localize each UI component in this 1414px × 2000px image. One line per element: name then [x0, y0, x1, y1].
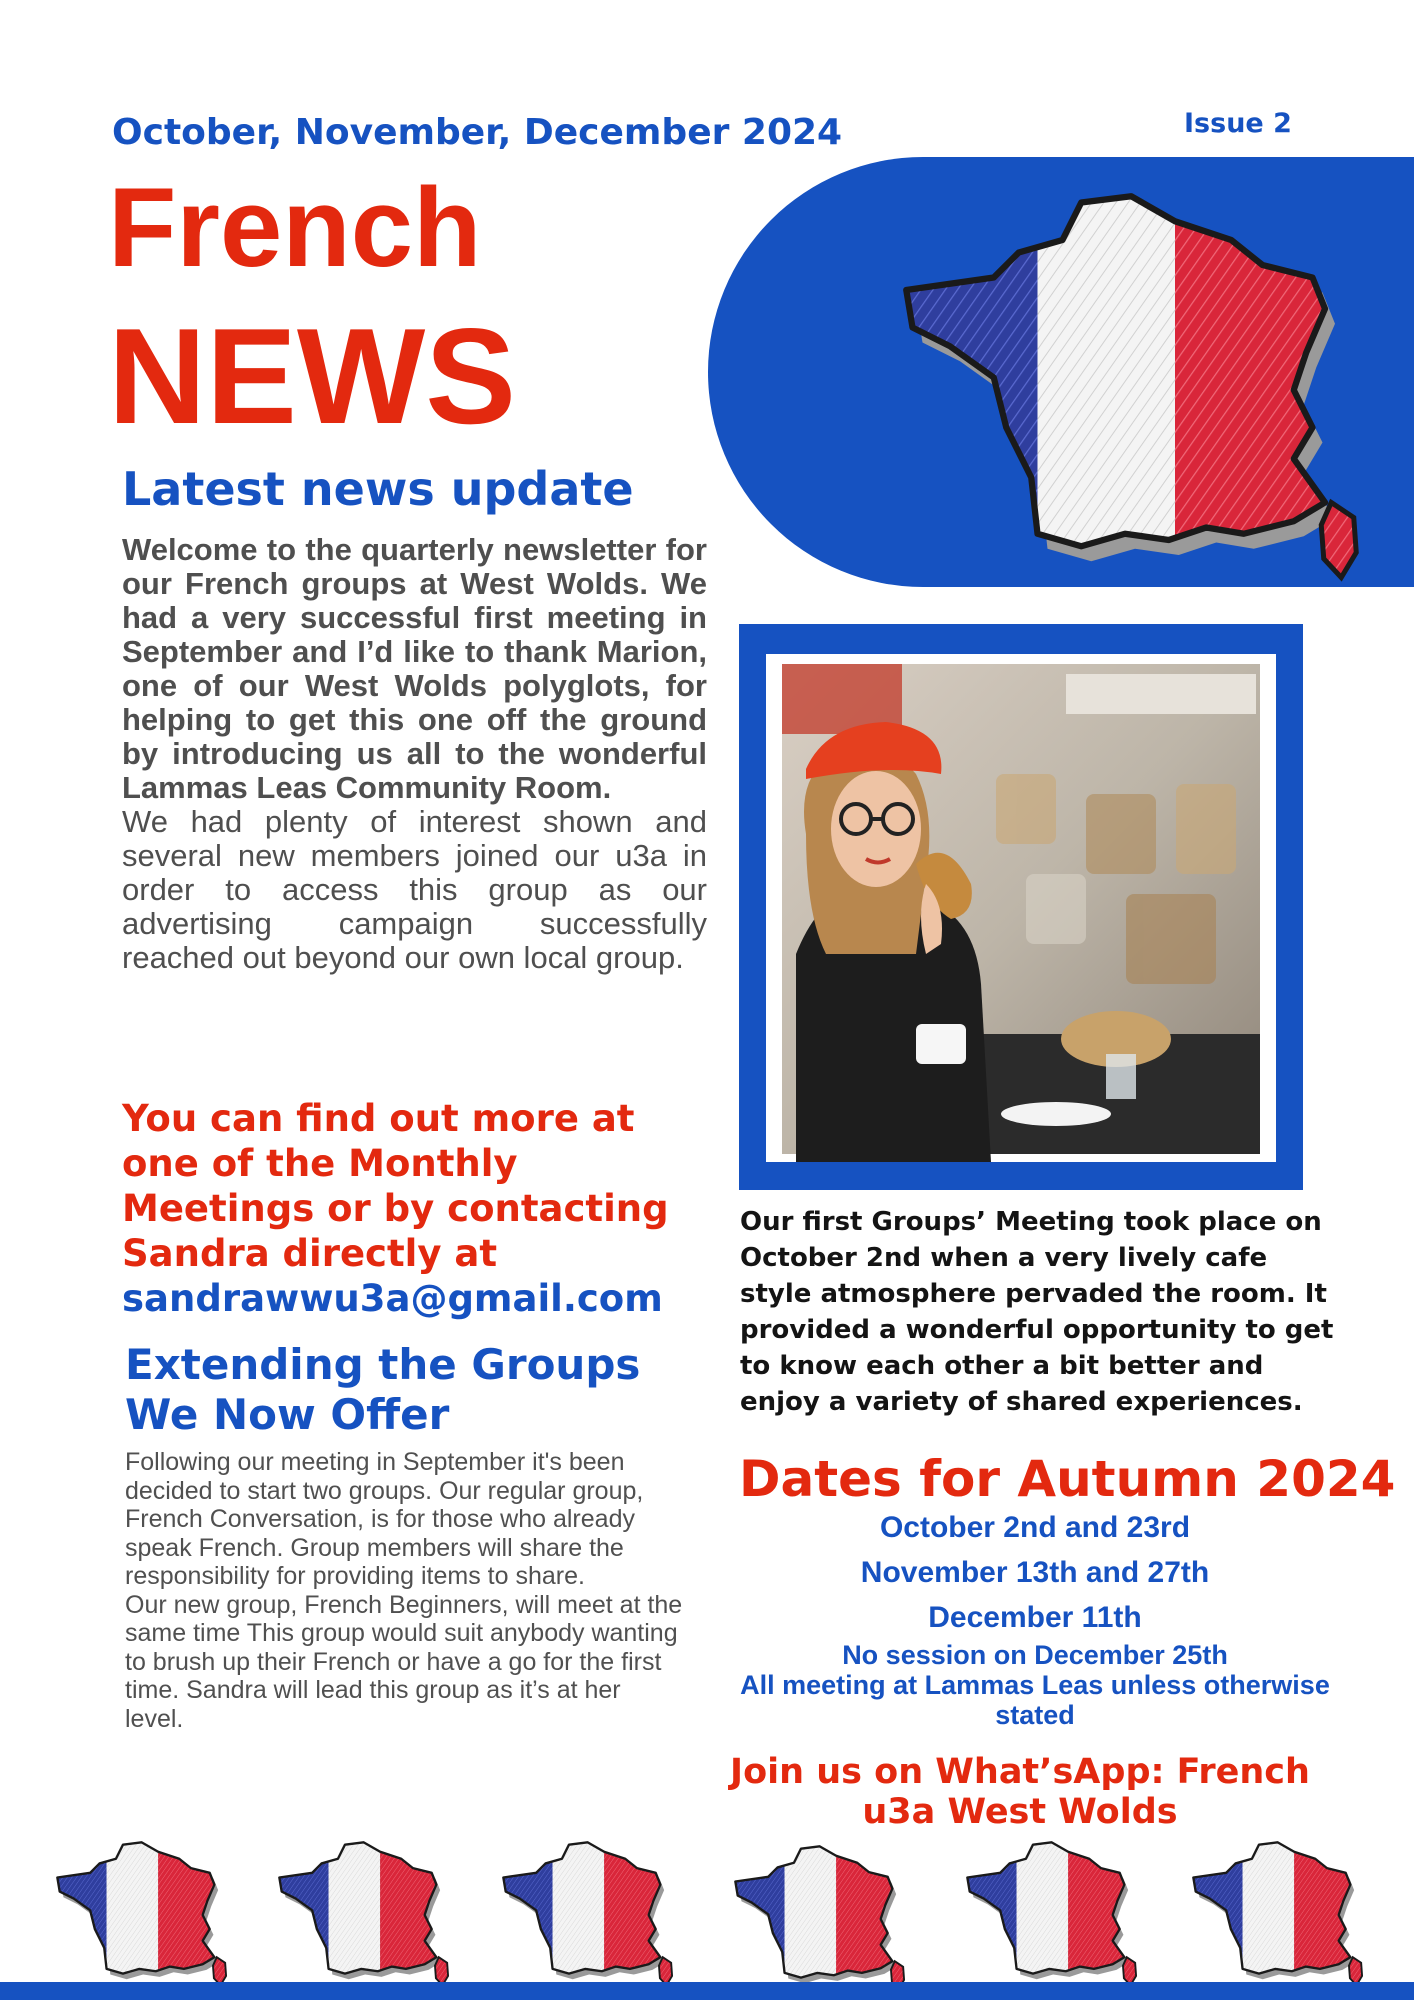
masthead-title-line1: French: [108, 165, 482, 290]
france-flag-map-icon: [930, 1840, 1150, 1990]
woman-at-cafe-photo-icon: [766, 654, 1276, 1162]
date-item: December 11th: [928, 1601, 1142, 1634]
whatsapp-callout: Join us on What’sApp: French u3a West Wolds: [730, 1752, 1310, 1832]
intro-bold-paragraph: Welcome to the quarterly newsletter for our French groups at West Wolds. We had a very successful first meeting in September and I’d like to thank Marion, one of our West Wolds polyglots, for helping to get this one off the ground by introducing us all to the wonderful Lammas Leas Community Room.: [122, 532, 707, 805]
date-item: November 13th and 27th: [860, 1556, 1210, 1589]
first-meeting-text: Our first Groups’ Meeting took place on October 2nd when a very lively cafe style atmosphere pervaded the room. It provided a wonderful opportunity to get to know each other a bit better and enjoy a variety of shared experiences.: [740, 1207, 1334, 1417]
cafe-photo-frame: [739, 624, 1303, 1190]
dates-list: [740, 1505, 1330, 1730]
masthead-title-line2: NEWS: [108, 300, 516, 452]
france-flag-map-icon: [466, 1840, 686, 1990]
contact-callout: [122, 1096, 722, 1321]
groups-paragraph-2: Our new group, French Beginners, will meet at the same time This group would suit anybody wanting to brush up their French or have a go for the first time. Sandra will lead this group as it’s at her level.: [125, 1590, 683, 1733]
dates-note-venue: All meeting at Lammas Leas unless otherwise stated: [740, 1670, 1330, 1730]
date-item: October 2nd and 23rd: [879, 1511, 1191, 1544]
france-flag-map-icon: [1156, 1840, 1376, 1990]
footer-bar: [0, 1982, 1414, 2000]
footer-map-strip: [0, 1840, 1414, 1990]
france-flag-map-icon: [20, 1840, 240, 1990]
france-flag-map-icon: [242, 1840, 462, 1990]
issue-number: Issue 2: [1184, 108, 1292, 139]
france-flag-map-icon: [810, 190, 1390, 590]
france-flag-map-icon: [698, 1844, 918, 1994]
groups-paragraph-1: Following our meeting in September it's been decided to start two groups. Our regular group, French Conversation, is for those who already speak French. Group members will share the responsibility for providing items to share.: [125, 1448, 644, 1590]
contact-email: sandrawwu3a@gmail.com: [122, 1277, 663, 1320]
dates-note-no-session: No session on December 25th: [842, 1640, 1228, 1670]
contact-text: You can find out more at one of the Monthly Meetings or by contacting Sandra directly at: [122, 1097, 669, 1275]
intro-text: [122, 533, 707, 975]
date-range: October, November, December 2024: [112, 112, 843, 153]
groups-text: [125, 1448, 685, 1733]
latest-news-heading: Latest news update: [122, 462, 634, 516]
groups-heading: Extending the Groups We Now Offer: [125, 1340, 641, 1439]
intro-regular-paragraph: We had plenty of interest shown and several new members joined our u3a in order to access this group as our advertising campaign successfully reached out beyond our own local group.: [122, 804, 707, 975]
dates-heading: Dates for Autumn 2024: [739, 1450, 1396, 1508]
cafe-photo: [766, 654, 1276, 1162]
